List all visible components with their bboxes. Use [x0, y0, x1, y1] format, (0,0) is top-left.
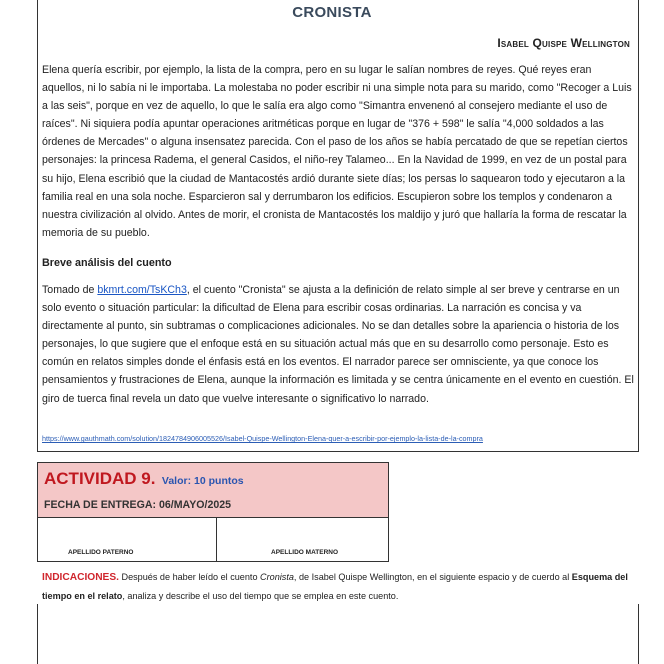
answer-area[interactable]	[37, 604, 639, 664]
story-text: Elena quería escribir, por ejemplo, la lista de la compra, pero en su lugar le salían nombres de reyes. Qué reyes eran aquellos, ni lo sabía ni le importaba. La molestaba no poder escribir ni una simple nota para su marido, como "Recoger a Luis a las seis", porque en vez de aquello, lo que le salía era algo como "Simantra envenenó al consejero mediante el uso de raíces". Ni siquiera podía apuntar operaciones aritméticas porque en lugar de "376 + 598" le salía "4,000 soldados a las órdenes de Mercades" o alguna insensatez parecida. Con el paso de los años se había percatado de que se repetían ciertos personajes: la princesa Radema, el general Casidos, el niño-rey Talameo... En la Navidad de 1999, en vez de un postal para su hijo, Elena escribió que la ciudad de Mantacostés ardió durante siete días; los persas lo saquearon todo y ejecutaron a la familia real en una sola noche. Esparcieron sal y derrumbaron los edificios. Escupieron sobre los templos y condenaron a nuestra civilización al olvido. Antes de morir, el cronista de Mantacostés los maldijo y juró que hallaría la forma de rescatar la memoria de su pueblo.	[42, 64, 632, 239]
source-url-link[interactable]: https://www.gauthmath.com/solution/1824784906005526/Isabel-Quispe-Wellington-Elena-quer-a-escribir-por-ejemplo-la-lista-de-la-compra	[42, 434, 483, 443]
instructions-text-2: , de Isabel Quispe Wellington, en el siguiente espacio y de cuerdo al	[293, 572, 572, 582]
analysis-heading: Breve análisis del cuento	[42, 257, 172, 269]
instructions-text-3: , analiza y describe el uso del tiempo que se emplea en este cuento.	[122, 591, 399, 601]
instructions-text-1: Después de haber leído el cuento	[118, 572, 261, 582]
maternal-surname-label: APELLIDO MATERNO	[271, 549, 339, 556]
due-date: FECHA DE ENTREGA: 06/MAYO/2025	[44, 499, 232, 511]
activity-value: Valor: 10 puntos	[161, 475, 244, 487]
analysis-paragraph	[42, 281, 634, 408]
surname-fields	[37, 518, 389, 562]
activity-header	[37, 462, 389, 518]
instructions-bold-term: Esquema del tiempo en el relato	[42, 572, 628, 601]
activity-title-row	[44, 469, 244, 489]
surname-divider	[216, 518, 217, 561]
author-name: Isabel Quispe Wellington	[497, 36, 630, 50]
instructions-label: INDICACIONES.	[42, 572, 119, 583]
paternal-surname-label: APELLIDO PATERNO	[68, 549, 134, 556]
analysis-prefix: Tomado de	[42, 284, 98, 296]
story-title: CRONISTA	[292, 4, 372, 21]
source-short-link[interactable]: bkmrt.com/TsKCh3	[97, 284, 187, 296]
instructions-story-title: Cronista	[260, 572, 294, 582]
analysis-body: , el cuento "Cronista" se ajusta a la definición de relato simple al ser breve y centrarse en un solo evento o situación particular: la dificultad de Elena para escribir cosas ordinarias. La narración es concisa y va directamente al punto, sin subtramas o complicaciones adicionales. No se dan detalles sobre la apariencia o historia de los personajes, lo que sugiere que el enfoque está en su situación actual más que en su desarrollo como personaje. Esto es común en relatos simples donde el énfasis está en los eventos. El narrador parece ser omnisciente, ya que conoce los pensamientos y frustraciones de Elena, aunque la información es limitada y se centra únicamente en el evento en cuestión. El giro de tuerca final revela un dato que vuelve interesante o significativo lo narrado.	[42, 284, 634, 405]
instructions	[42, 568, 636, 605]
activity-title: ACTIVIDAD 9.	[44, 469, 156, 488]
